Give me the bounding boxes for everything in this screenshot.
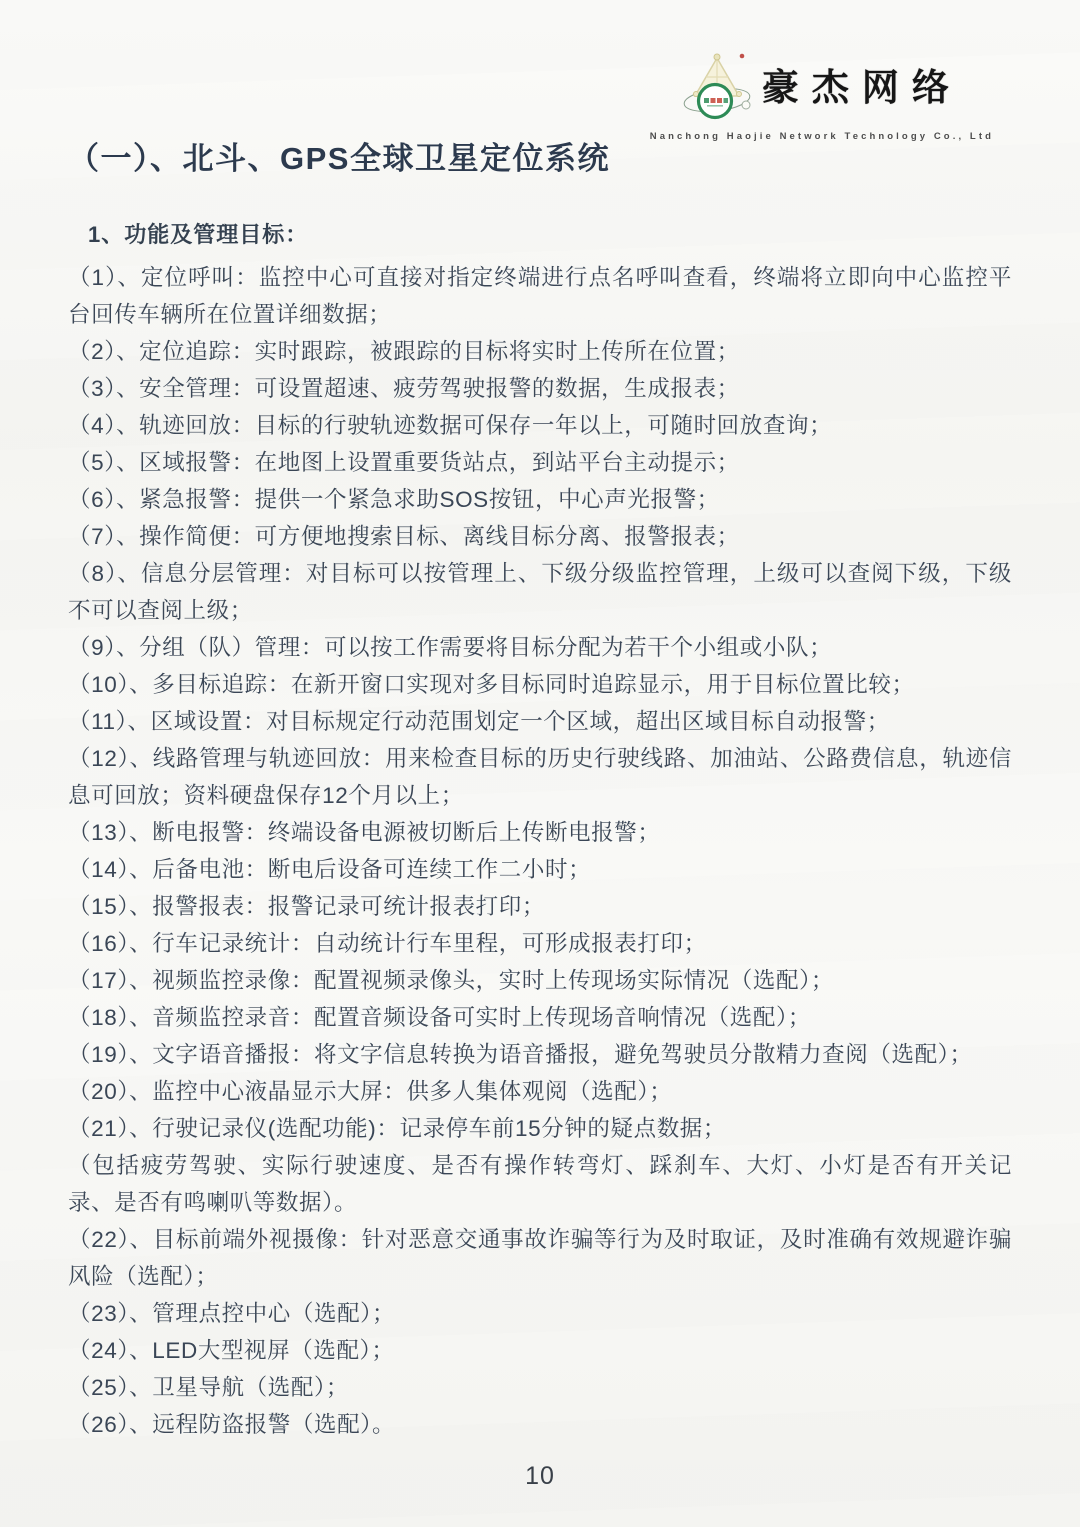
list-item: （11）、区域设置：对目标规定行动范围划定一个区域，超出区域目标自动报警；	[68, 709, 890, 734]
list-item: （23）、管理点控中心（选配）；	[68, 1301, 396, 1326]
feature-list	[68, 259, 1012, 1443]
page-footer	[0, 1462, 1080, 1491]
list-item: （1）、定位呼叫：监控中心可直接对指定终端进行点名呼叫查看，终端将立即向中心监控平台回传车辆所在位置详细数据；	[68, 265, 1012, 327]
list-item: （26）、远程防盗报警（选配）。	[68, 1412, 396, 1437]
company-name-cn: 豪杰网络	[761, 67, 962, 108]
list-item: （13）、断电报警：终端设备电源被切断后上传断电报警；	[68, 820, 661, 845]
list-item: （2）、定位追踪：实时跟踪，被跟踪的目标将实时上传所在位置；	[68, 339, 740, 364]
list-item: （24）、LED大型视屏（选配）；	[68, 1338, 395, 1363]
list-item: （12）、线路管理与轨迹回放：用来检查目标的历史行驶线路、加油站、公路费信息，轨迹信息可回放；资料硬盘保存12个月以上；	[68, 746, 1012, 808]
list-item: （19）、文字语音播报：将文字信息转换为语音播报，避免驾驶员分散精力查阅（选配）；	[68, 1042, 973, 1067]
list-item: （22）、目标前端外视摄像：针对恶意交通事故诈骗等行为及时取证，及时准确有效规避诈骗风险（选配）；	[68, 1227, 1012, 1289]
list-item: （14）、后备电池：断电后设备可连续工作二小时；	[68, 857, 592, 882]
page-title: （一）、北斗、GPS全球卫星定位系统	[68, 141, 610, 176]
list-item: （4）、轨迹回放：目标的行驶轨迹数据可保存一年以上，可随时回放查询；	[68, 413, 833, 438]
list-item: （6）、紧急报警：提供一个紧急求助SOS按钮，中心声光报警；	[68, 487, 720, 512]
list-item: （17）、视频监控录像：配置视频录像头，实时上传现场实际情况（选配）；	[68, 968, 835, 993]
company-name-en: Nanchong Haojie Network Technology Co., Ltd	[649, 131, 994, 142]
section-heading: 1、功能及管理目标：	[88, 222, 309, 247]
list-item: （5）、区域报警：在地图上设置重要货站点，到站平台主动提示；	[68, 450, 740, 475]
list-item: （7）、操作简便：可方便地搜索目标、离线目标分离、报警报表；	[68, 524, 740, 549]
list-item: （包括疲劳驾驶、实际行驶速度、是否有操作转弯灯、踩刹车、大灯、小灯是否有开关记录、是否有鸣喇叭等数据）。	[68, 1153, 1012, 1215]
list-item: （3）、安全管理：可设置超速、疲劳驾驶报警的数据，生成报表；	[68, 376, 740, 401]
satellite-orbit-logo-icon	[682, 48, 752, 127]
company-logo	[650, 48, 994, 142]
list-item: （15）、报警报表：报警记录可统计报表打印；	[68, 894, 545, 919]
list-item: （10）、多目标追踪：在新开窗口实现对多目标同时追踪显示，用于目标位置比较；	[68, 672, 915, 697]
list-item: （16）、行车记录统计：自动统计行车里程，可形成报表打印；	[68, 931, 707, 956]
page-number: 10	[525, 1462, 555, 1490]
list-item: （25）、卫星导航（选配）；	[68, 1375, 349, 1400]
list-item: （18）、音频监控录音：配置音频设备可实时上传现场音响情况（选配）；	[68, 1005, 811, 1030]
list-item: （20）、监控中心液晶显示大屏：供多人集体观阅（选配）；	[68, 1079, 673, 1104]
list-item: （21）、行驶记录仪(选配功能)：记录停车前15分钟的疑点数据；	[68, 1116, 726, 1141]
list-item: （8）、信息分层管理：对目标可以按管理上、下级分级监控管理，上级可以查阅下级，下级不可以查阅上级；	[68, 561, 1012, 623]
list-item: （9）、分组（队）管理：可以按工作需要将目标分配为若干个小组或小队；	[68, 635, 833, 660]
